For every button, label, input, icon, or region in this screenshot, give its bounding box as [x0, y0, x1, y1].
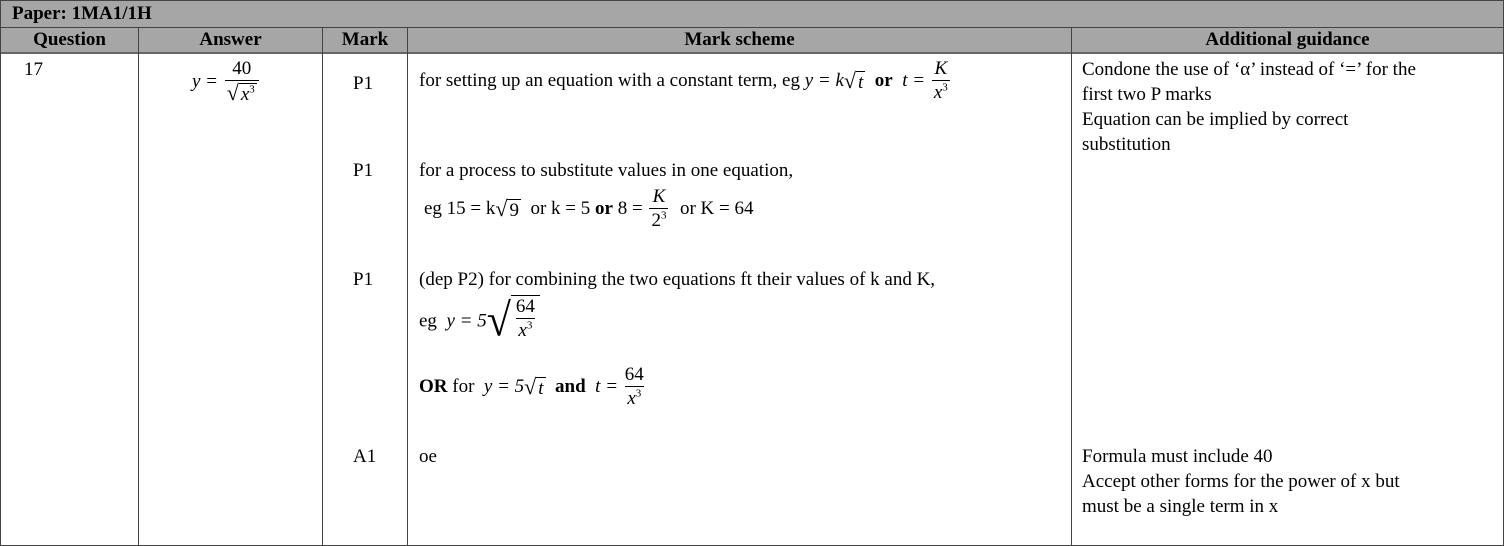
scheme-p1c-fraction: $\frac{64}{x^3}$ [624, 364, 644, 409]
column-divider [1071, 28, 1072, 546]
column-divider [322, 28, 323, 546]
header-guidance: Additional guidance [1072, 28, 1503, 54]
sqrt-9: √ 9 [495, 196, 519, 221]
answer-fraction [225, 58, 259, 107]
guidance-a1: Formula must include 40 Accept other forms for the power of x but must be a single term in x [1082, 446, 1400, 517]
column-divider [138, 28, 139, 546]
scheme-p1-combine-alt: OR for y = 5√ t and t = $\frac{64}{x^3}$ [419, 364, 644, 409]
answer-denominator [225, 80, 259, 107]
mark-p1-combine: P1 [353, 269, 374, 290]
mark-p1-substitute: P1 [353, 160, 374, 181]
answer-root: √ $x^3$ [226, 80, 255, 105]
mark-p1-setup: P1 [353, 73, 374, 94]
paper-title-bar [1, 1, 1503, 28]
mark-a1: A1 [353, 446, 377, 467]
scheme-p1-combine-line2: eg y = 5 √ $\frac{64}{x^3}$ [419, 295, 540, 347]
header-mark-scheme: Mark scheme [408, 28, 1071, 54]
scheme-p1-setup-text: for setting up an equation with a constant term, eg [419, 69, 800, 91]
scheme-p1-substitute-line2: eg 15 = k√ 9 or k = 5 or 8 = $\frac{K}{2^3}$ or K = 64 [424, 186, 754, 231]
question-number: 17 [24, 59, 43, 80]
scheme-p1-eq1: y = k [804, 69, 844, 91]
scheme-p1b-fraction: $\frac{K}{2^3}$ [651, 186, 667, 231]
scheme-p1-setup [419, 58, 952, 105]
answer-formula [192, 58, 261, 107]
sqrt-t: √ t [524, 374, 544, 399]
scheme-p1-combine-line1: (dep P2) for combining the two equations ft their values of k and K, [419, 269, 936, 290]
scheme-p1-or: or [874, 69, 893, 91]
guidance-p-marks: Condone the use of ‘α’ instead of ‘=’ for the first two P marks Equation can be implied by correct substitution [1082, 59, 1416, 155]
sqrt-fraction: √ $\frac{64}{x^3}$ [487, 295, 540, 347]
header-mark: Mark [323, 28, 407, 54]
scheme-a1: oe [419, 446, 437, 467]
scheme-p1-fraction: $\frac{K}{x^3}$ [933, 58, 948, 103]
sqrt-t: √ t [843, 68, 864, 93]
answer-lhs: y = [192, 70, 219, 92]
scheme-p1-substitute-line1: for a process to substitute values in one equation, [419, 160, 794, 181]
column-divider [407, 28, 408, 546]
scheme-p1-eq2-lhs: t = [902, 69, 926, 91]
header-question: Question [1, 28, 138, 54]
header-answer: Answer [139, 28, 322, 54]
paper-title: Paper: 1MA1/1H [12, 3, 152, 24]
answer-numerator: 40 [232, 58, 252, 79]
